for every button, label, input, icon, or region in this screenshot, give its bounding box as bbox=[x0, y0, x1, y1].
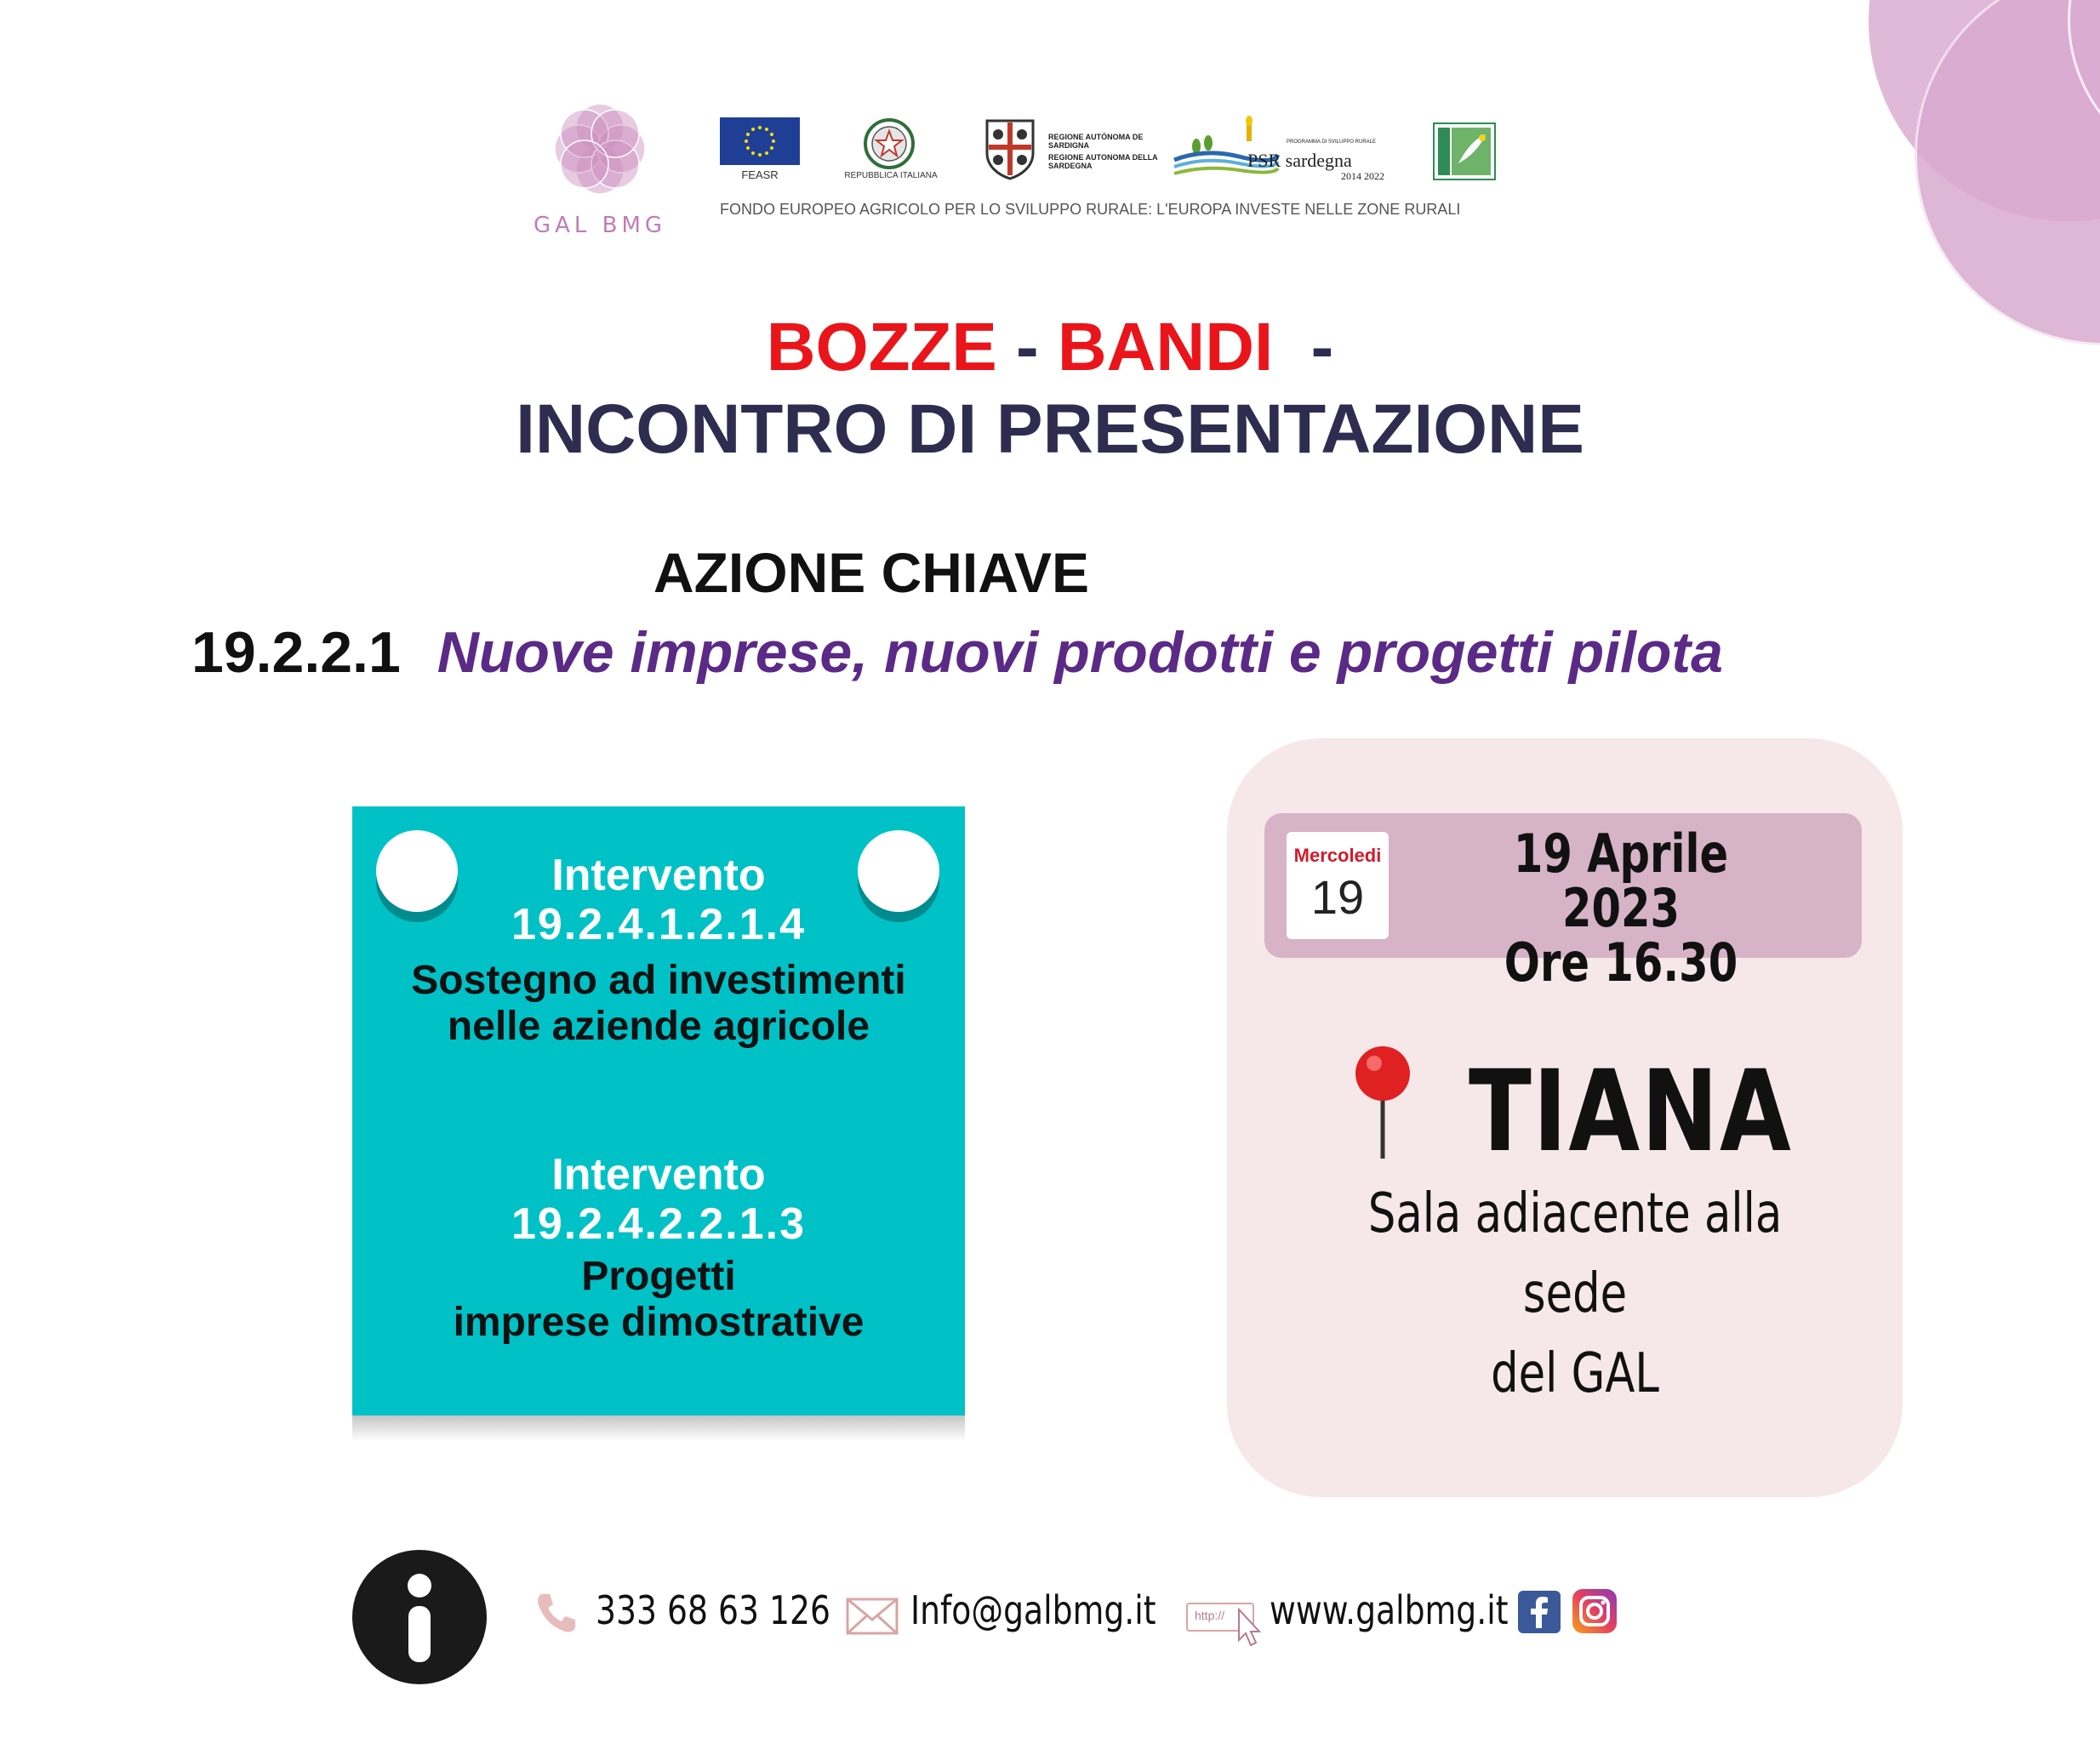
psr-name: PSR sardegna bbox=[1247, 150, 1352, 171]
card-shadow bbox=[352, 1412, 965, 1441]
event-venue bbox=[1327, 1174, 1823, 1414]
azione-description: Nuove imprese, nuovi prodotti e progetti pilota bbox=[437, 620, 1723, 685]
info-icon bbox=[352, 1550, 487, 1684]
eu-flag-icon bbox=[720, 117, 800, 165]
location-pin-icon bbox=[1353, 1045, 1412, 1160]
event-date: 19 Aprile 2023 bbox=[1513, 823, 1729, 939]
fund-line: FONDO EUROPEO AGRICOLO PER LO SVILUPPO RURALE: L'EUROPA INVESTE NELLE ZONE RURALI bbox=[720, 201, 1461, 218]
event-venue-line: del GAL bbox=[1491, 1342, 1659, 1405]
intervention-2-desc-line: Progetti bbox=[581, 1254, 736, 1299]
title-line-2: INCONTRO DI PRESENTAZIONE bbox=[516, 390, 1584, 468]
phone-number[interactable]: 333 68 63 126 bbox=[596, 1587, 830, 1633]
web-icon-prefix: http:// bbox=[1195, 1609, 1225, 1622]
gal-logo-text: GAL BMG bbox=[533, 213, 667, 238]
website-link[interactable]: www.galbmg.it bbox=[1270, 1587, 1509, 1633]
sardegna-text bbox=[1048, 133, 1167, 170]
interventions-card bbox=[352, 806, 965, 1415]
email-link[interactable]: Info@galbmg.it bbox=[910, 1587, 1156, 1633]
psr-years: 2014 2022 bbox=[1341, 170, 1384, 182]
title-line-1 bbox=[0, 306, 2100, 388]
cursor-icon bbox=[1235, 1606, 1261, 1647]
gal-bmg-logo bbox=[545, 94, 655, 204]
info-glyph-icon bbox=[352, 1550, 487, 1684]
event-venue-line: Sala adiacente alla sede bbox=[1367, 1182, 1783, 1325]
title-bozze: BOZZE bbox=[766, 309, 997, 384]
intervention-1-code: 19.2.4.1.2.1.4 bbox=[511, 900, 807, 949]
azione-code: 19.2.2.1 bbox=[191, 620, 401, 685]
azione-code-line bbox=[191, 619, 2100, 686]
facebook-icon[interactable] bbox=[1518, 1591, 1561, 1633]
italy-emblem-icon bbox=[861, 116, 917, 172]
eu-caption: FEASR bbox=[741, 168, 779, 181]
intervention-1-heading: Intervento bbox=[551, 851, 766, 900]
leader-logo bbox=[1433, 122, 1496, 180]
title-bandi: BANDI bbox=[1057, 309, 1274, 384]
instagram-icon[interactable] bbox=[1572, 1589, 1617, 1633]
azione-chiave-heading: AZIONE CHIAVE bbox=[653, 541, 1090, 604]
sardegna-text-line: REGIONE AUTÒNOMA DE SARDIGNA bbox=[1048, 133, 1144, 150]
intervention-1-desc-line: Sostegno ad investimenti bbox=[411, 958, 906, 1003]
title-sep-2: - bbox=[1273, 309, 1334, 384]
intervention-2-heading: Intervento bbox=[551, 1150, 766, 1199]
italy-caption: REPUBBLICA ITALIANA bbox=[844, 171, 938, 180]
intervention-2-code: 19.2.4.2.2.1.3 bbox=[511, 1199, 807, 1249]
phone-icon bbox=[534, 1591, 579, 1635]
sardegna-emblem-icon bbox=[980, 116, 1040, 180]
sardegna-text-line: REGIONE AUTONOMA DELLA SARDEGNA bbox=[1048, 153, 1158, 170]
title-sep-1: - bbox=[996, 309, 1058, 384]
psr-small-text: PROGRAMMA DI SVILUPPO RURALE bbox=[1287, 140, 1377, 145]
event-city: TIANA bbox=[1469, 1046, 1793, 1177]
calendar-weekday: Mercoledi bbox=[1293, 845, 1382, 866]
instagram-glyph-icon bbox=[1572, 1589, 1617, 1633]
mail-icon bbox=[846, 1598, 899, 1635]
intervention-2-desc-line: imprese dimostrative bbox=[453, 1300, 865, 1345]
event-time: Ore 16.30 bbox=[1504, 931, 1738, 994]
calendar-day-number: 19 bbox=[1310, 870, 1365, 924]
intervention-1-desc-line: nelle aziende agricole bbox=[447, 1004, 870, 1049]
facebook-glyph-icon bbox=[1518, 1591, 1561, 1633]
event-date-block bbox=[1454, 823, 1788, 994]
